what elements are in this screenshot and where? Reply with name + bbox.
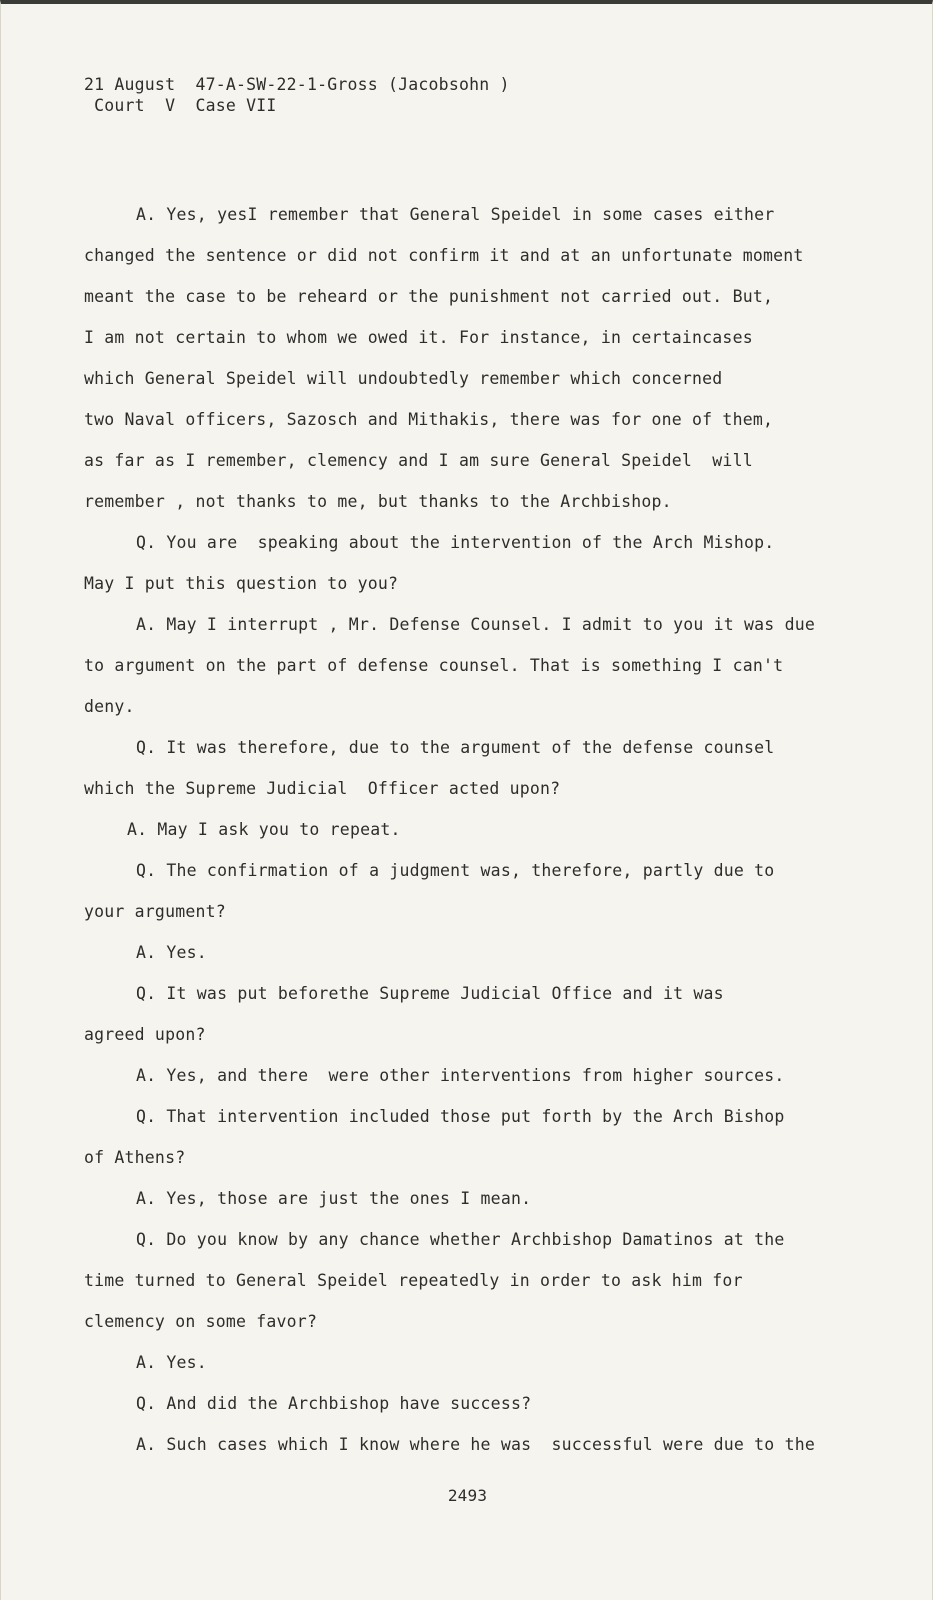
transcript-line: Q. And did the Archbishop have success?: [136, 1394, 532, 1413]
transcript-line: A. Such cases which I know where he was successful were due to the: [136, 1435, 815, 1454]
transcript-line: Q. Do you know by any chance whether Archbishop Damatinos at the: [136, 1230, 785, 1249]
transcript-line: your argument?: [84, 902, 226, 921]
transcript-line: Q. You are speaking about the intervention of the Arch Mishop.: [136, 533, 775, 552]
transcript-line: May I put this question to you?: [84, 574, 399, 593]
transcript-line: Q. That intervention included those put forth by the Arch Bishop: [136, 1107, 785, 1126]
transcript-line: as far as I remember, clemency and I am sure General Speidel will: [84, 451, 753, 470]
transcript-line: A. Yes.: [136, 943, 207, 962]
header-date-reference: 21 August 47-A-SW-22-1-Gross (Jacobsohn ): [84, 75, 510, 94]
transcript-line: I am not certain to whom we owed it. For instance, in certaincases: [84, 328, 753, 347]
transcript-line: changed the sentence or did not confirm it and at an unfortunate moment: [84, 246, 804, 265]
transcript-line: to argument on the part of defense counsel. That is something I can't: [84, 656, 784, 675]
transcript-line: A. Yes.: [136, 1353, 207, 1372]
transcript-line: deny.: [84, 697, 135, 716]
transcript-body: [84, 194, 844, 1465]
transcript-line: remember , not thanks to me, but thanks to the Archbishop.: [84, 492, 672, 511]
transcript-line: A. Yes, those are just the ones I mean.: [136, 1189, 532, 1208]
transcript-line: agreed upon?: [84, 1025, 206, 1044]
page-number: 2493: [447, 1486, 488, 1505]
transcript-line: Q. It was put beforethe Supreme Judicial Office and it was: [136, 984, 724, 1003]
transcript-line: A. May I interrupt , Mr. Defense Counsel. I admit to you it was due: [136, 615, 815, 634]
document-header: [84, 74, 510, 116]
transcript-line: A. Yes, and there were other interventions from higher sources.: [136, 1066, 785, 1085]
transcript-line: time turned to General Speidel repeatedly in order to ask him for: [84, 1271, 743, 1290]
transcript-line: Q. It was therefore, due to the argument of the defense counsel: [136, 738, 775, 757]
header-court-case: Court V Case VII: [84, 96, 277, 115]
transcript-line: A. Yes, yesI remember that General Speidel in some cases either: [136, 205, 775, 224]
transcript-line: two Naval officers, Sazosch and Mithakis, there was for one of them,: [84, 410, 774, 429]
transcript-line: which General Speidel will undoubtedly remember which concerned: [84, 369, 723, 388]
transcript-line: which the Supreme Judicial Officer acted upon?: [84, 779, 561, 798]
transcript-line: Q. The confirmation of a judgment was, therefore, partly due to: [136, 861, 775, 880]
transcript-line: clemency on some favor?: [84, 1312, 318, 1331]
transcript-line: meant the case to be reheard or the punishment not carried out. But,: [84, 287, 774, 306]
transcript-line: A. May I ask you to repeat.: [127, 820, 401, 839]
transcript-line: of Athens?: [84, 1148, 186, 1167]
